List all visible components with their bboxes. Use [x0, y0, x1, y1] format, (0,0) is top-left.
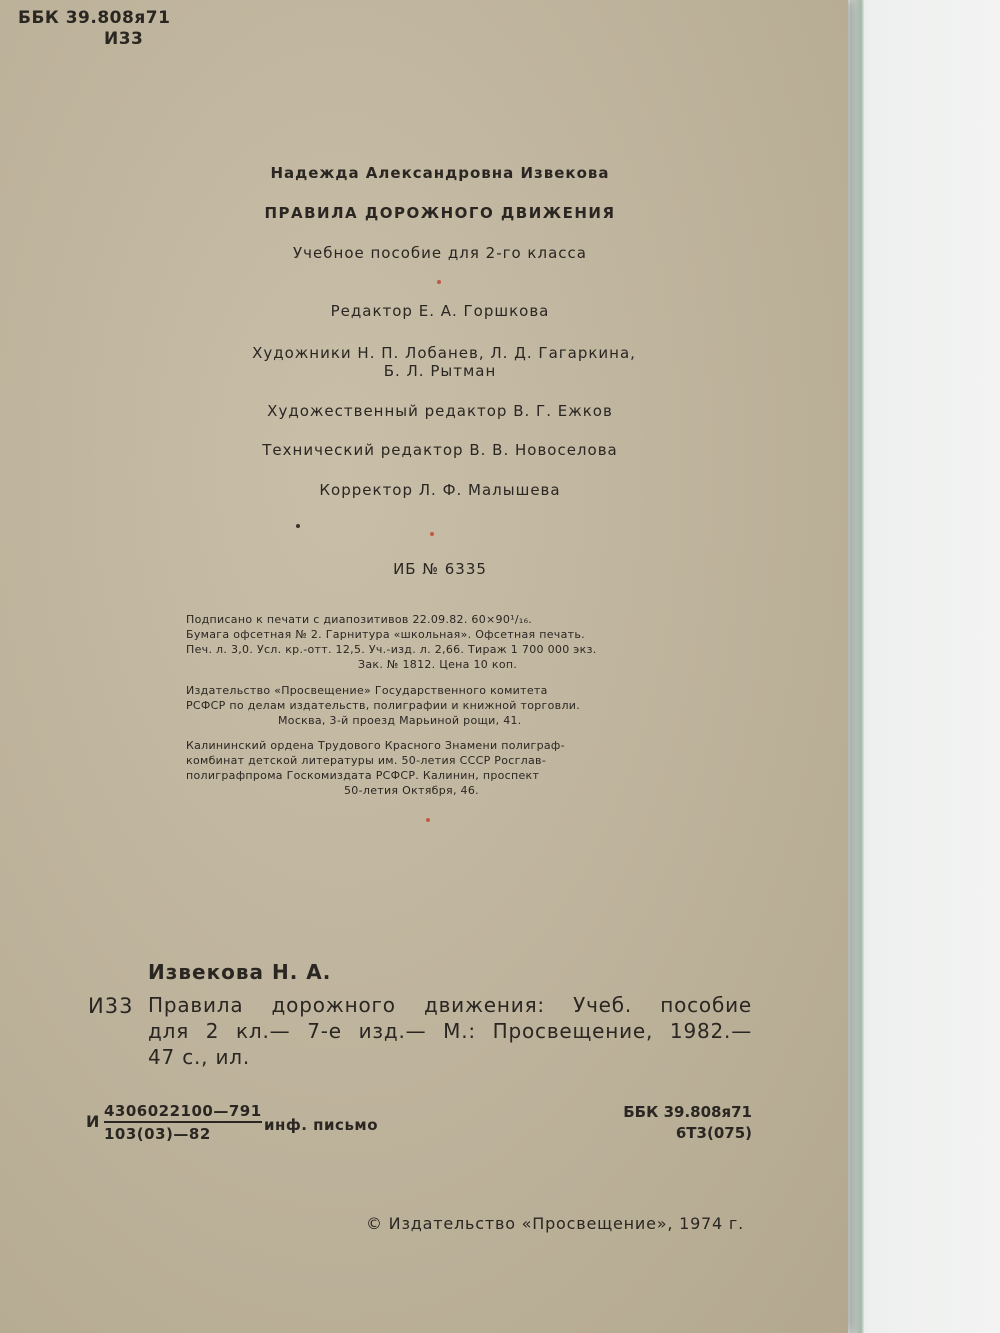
ib-number: ИБ № 6335 [393, 560, 487, 578]
catalog-author: Извекова Н. А. [148, 960, 332, 984]
copyright: © Издательство «Просвещение», 1974 г. [366, 1214, 744, 1233]
book-author: Надежда Александровна Извекова [270, 164, 610, 182]
index-numerator: 4306022100—791 [104, 1102, 262, 1123]
credit-artists-line1: Художники Н. П. Лобанев, Л. Д. Гагаркина, [252, 344, 636, 362]
print-info [186, 612, 662, 672]
index-denominator: 103(03)—82 [104, 1125, 211, 1143]
author-mark: И33 [104, 29, 144, 49]
print-info-line: Зак. № 1812. Цена 10 коп. [358, 658, 518, 671]
bbk-footer [620, 1102, 752, 1144]
ink-dot [426, 818, 430, 822]
print-info-line: Бумага офсетная № 2. Гарнитура «школьная». Офсетная печать. [186, 628, 585, 641]
printer-line: полиграфпрома Госкомиздата РСФСР. Калинин, проспект [186, 769, 540, 782]
credit-proofreader: Корректор Л. Ф. Малышева [319, 481, 561, 499]
index-prefix: И [86, 1112, 100, 1131]
catalog-line: Правила дорожного движения: Учеб. пособие [148, 993, 752, 1017]
printer-line: комбинат детской литературы им. 50-летия СССР Росглав- [186, 754, 547, 767]
bbk-code: ББК 39.808я71 [18, 8, 171, 28]
publisher-line: РСФСР по делам издательств, полиграфии и книжной торговли. [186, 699, 581, 712]
bbk-footer-code: ББК 39.808я71 [623, 1103, 752, 1121]
credit-art-editor: Художественный редактор В. Г. Ежков [267, 402, 613, 420]
publisher-line: Москва, 3-й проезд Марьиной рощи, 41. [278, 714, 522, 727]
catalog-line: для 2 кл.— 7-е изд.— М.: Просвещение, 1982.— [148, 1019, 752, 1043]
printer-line: Калининский ордена Трудового Красного Знамени полиграф- [186, 739, 565, 752]
facing-page [840, 0, 1000, 1333]
credit-editor: Редактор Е. А. Горшкова [330, 302, 550, 320]
index-fraction [104, 1102, 262, 1143]
ink-dot [296, 524, 300, 528]
cover-edge [850, 0, 864, 1333]
publisher-info [186, 683, 662, 728]
bbk-footer-class: 6Т3(075) [675, 1124, 752, 1142]
credit-artists-line2: Б. Л. Рытман [383, 362, 497, 380]
index-note: инф. письмо [264, 1116, 378, 1134]
catalog-description [148, 992, 752, 1070]
ink-dot [430, 532, 434, 536]
book-subtitle: Учебное пособие для 2-го класса [293, 244, 587, 262]
bbk-header [18, 8, 170, 50]
ink-dot [437, 280, 441, 284]
credit-tech-editor: Технический редактор В. В. Новоселова [262, 441, 618, 459]
book-title: ПРАВИЛА ДОРОЖНОГО ДВИЖЕНИЯ [264, 204, 616, 222]
print-info-line: Подписано к печати с диапозитивов 22.09.82. 60×90¹/₁₆. [186, 613, 533, 626]
catalog-line: 47 с., ил. [148, 1045, 251, 1069]
printer-info [186, 738, 662, 798]
catalog-code: И33 [88, 994, 134, 1018]
printer-line: 50-летия Октября, 46. [344, 784, 479, 797]
print-info-line: Печ. л. 3,0. Усл. кр.-отт. 12,5. Уч.-изд. л. 2,66. Тираж 1 700 000 экз. [186, 643, 597, 656]
publisher-line: Издательство «Просвещение» Государственного комитета [186, 684, 548, 697]
